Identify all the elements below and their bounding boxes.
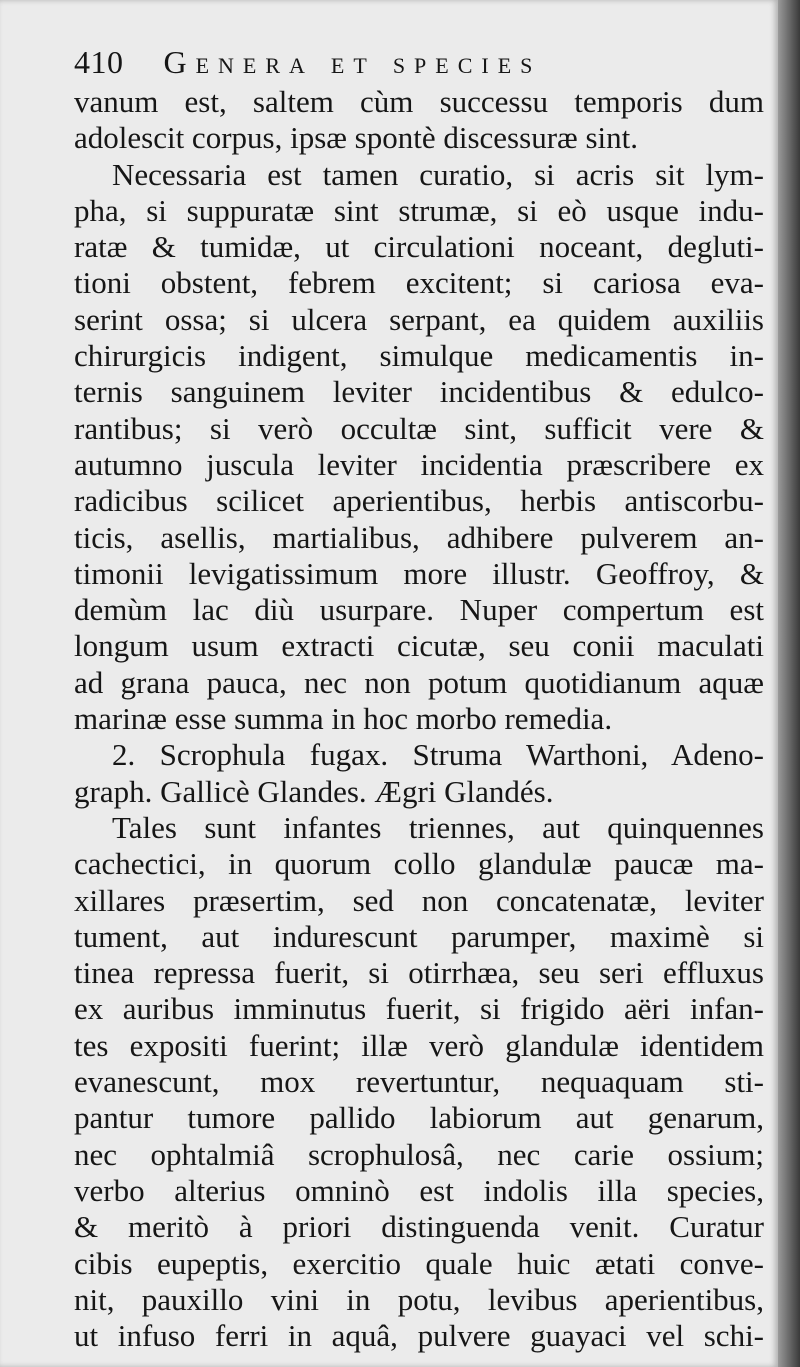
text-line: longum usum extracti cicutæ, seu conii maculati bbox=[74, 628, 764, 664]
running-title: Genera et species bbox=[163, 44, 542, 80]
body-text bbox=[74, 84, 764, 1354]
text-line: nit, pauxillo vini in potu, levibus aperientibus, bbox=[74, 1281, 764, 1317]
text-line: evanescunt, mox revertuntur, nequaquam sti- bbox=[74, 1064, 764, 1100]
text-line: verbo alterius omninò est indolis illa species, bbox=[74, 1172, 764, 1208]
text-line: pantur tumore pallido labiorum aut genarum, bbox=[74, 1100, 764, 1136]
text-line: tioni obstent, febrem excitent; si cariosa eva- bbox=[74, 265, 764, 301]
text-line: rantibus; si verò occultæ sint, sufficit vere & bbox=[74, 410, 764, 446]
text-line: autumno juscula leviter incidentia præscribere ex bbox=[74, 446, 764, 482]
text-line: Tales sunt infantes triennes, aut quinquennes bbox=[112, 809, 764, 845]
text-line: ternis sanguinem leviter incidentibus & edulco- bbox=[74, 374, 764, 410]
page-edge bbox=[778, 0, 800, 1367]
text-line: radicibus scilicet aperientibus, herbis antiscorbu- bbox=[74, 483, 764, 519]
text-line: cachectici, in quorum collo glandulæ paucæ ma- bbox=[74, 846, 764, 882]
text-line: xillares præsertim, sed non concatenatæ, leviter bbox=[74, 882, 764, 918]
text-line: adolescit corpus, ipsæ spontè discessuræ sint. bbox=[74, 120, 638, 156]
text-line: tument, aut indurescunt parumper, maximè si bbox=[74, 918, 764, 954]
text-line: Necessaria est tamen curatio, si acris sit lym- bbox=[112, 156, 764, 192]
text-line: marinæ esse summa in hoc morbo remedia. bbox=[74, 701, 613, 737]
text-line: graph. Gallicè Glandes. Ægri Glandés. bbox=[74, 773, 554, 809]
page-text bbox=[74, 44, 764, 1354]
text-line: cibis eupeptis, exercitio quale huic ætati conve- bbox=[74, 1245, 764, 1281]
text-line: pha, si suppuratæ sint strumæ, si eò usque indu- bbox=[74, 192, 764, 228]
text-line: ex auribus imminutus fuerit, si frigido aëri infan- bbox=[74, 991, 764, 1027]
text-line: tinea repressa fuerit, si otirrhæa, seu seri effluxus bbox=[74, 955, 764, 991]
text-line: vanum est, saltem cùm successu temporis dum bbox=[74, 84, 764, 119]
text-line: serint ossa; si ulcera serpant, ea quidem auxiliis bbox=[74, 301, 764, 337]
text-line: demùm lac diù usurpare. Nuper compertum est bbox=[74, 592, 764, 628]
text-line: 2. Scrophula fugax. Struma Warthoni, Adeno- bbox=[112, 737, 764, 773]
text-line: timonii levigatissimum more illustr. Geoffroy, & bbox=[74, 555, 764, 591]
page-number: 410 bbox=[74, 44, 124, 80]
text-line: ut infuso ferri in aquâ, pulvere guayaci vel schi- bbox=[74, 1318, 764, 1354]
text-line: chirurgicis indigent, simulque medicamentis in- bbox=[74, 338, 764, 374]
text-line: & meritò à priori distinguenda venit. Curatur bbox=[74, 1209, 764, 1245]
text-line: nec ophtalmiâ scrophulosâ, nec carie ossium; bbox=[74, 1136, 764, 1172]
text-line: ratæ & tumidæ, ut circulationi noceant, degluti- bbox=[74, 229, 764, 265]
text-line: tes expositi fuerint; illæ verò glandulæ identidem bbox=[74, 1027, 764, 1063]
page-header bbox=[74, 44, 764, 84]
text-line: ad grana pauca, nec non potum quotidianum aquæ bbox=[74, 664, 764, 700]
text-line: ticis, asellis, martialibus, adhibere pulverem an- bbox=[74, 519, 764, 555]
